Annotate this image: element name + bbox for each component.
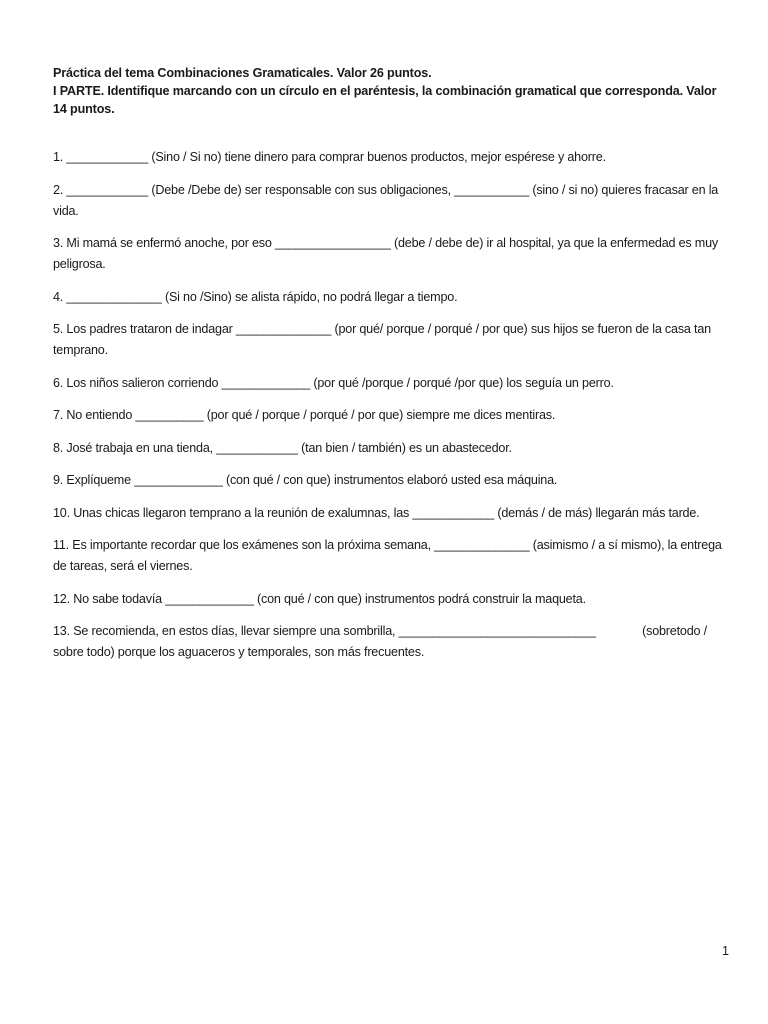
exercise-item-12: 12. No sabe todavía _____________ (con qué / con que) instrumentos podrá construir la maqueta. [53, 591, 586, 606]
document-title: Práctica del tema Combinaciones Gramaticales. Valor 26 puntos. [53, 66, 432, 80]
exercise-item-5: 5. Los padres trataron de indagar ______________ (por qué/ porque / porqué / por que) sus hijos se fueron de la casa tan temprano. [53, 322, 711, 357]
exercise-item-13: 13. Se recomienda, en estos días, llevar siempre una sombrilla, _____________________________ (sobretodo / sobre todo) porque los aguaceros y temporales, son más frecuentes. [53, 624, 711, 659]
exercise-item-4: 4. ______________ (Si no /Sino) se alista rápido, no podrá llegar a tiempo. [53, 289, 458, 304]
page-number: 1 [722, 944, 730, 958]
exercise-item-1: 1. ____________ (Sino / Si no) tiene dinero para comprar buenos productos, mejor espérese y ahorre. [53, 150, 606, 164]
exercise-item-3: 3. Mi mamá se enfermó anoche, por eso _________________ (debe / debe de) ir al hospital, ya que la enfermedad es muy peligrosa. [53, 236, 718, 271]
exercise-list [53, 147, 733, 675]
exercise-item-10: 10. Unas chicas llegaron temprano a la reunión de exalumnas, las ____________ (demás / de más) llegarán más tarde. [53, 505, 700, 520]
exercise-item-9: 9. Explíqueme _____________ (con qué / con que) instrumentos elaboró usted esa máquina. [53, 473, 558, 487]
document-header [53, 64, 733, 118]
exercise-item-8: 8. José trabaja en una tienda, ____________ (tan bien / también) es un abastecedor. [53, 440, 512, 455]
exercise-item-6: 6. Los niños salieron corriendo _____________ (por qué /porque / porqué /por que) los seguía un perro. [53, 375, 614, 390]
exercise-item-2: 2. ____________ (Debe /Debe de) ser responsable con sus obligaciones, ___________ (sino / si no) quieres fracasar en la vida. [53, 182, 719, 218]
exercise-item-7: 7. No entiendo __________ (por qué / porque / porqué / por que) siempre me dices mentiras. [53, 408, 556, 422]
exercise-item-11: 11. Es importante recordar que los exámenes son la próxima semana, ______________ (asimismo / a sí mismo), la entrega de tareas, será el viernes. [53, 538, 722, 573]
section-instruction: I PARTE. Identifique marcando con un círculo en el paréntesis, la combinación gramatical que corresponda. Valor 14 puntos. [53, 84, 717, 116]
